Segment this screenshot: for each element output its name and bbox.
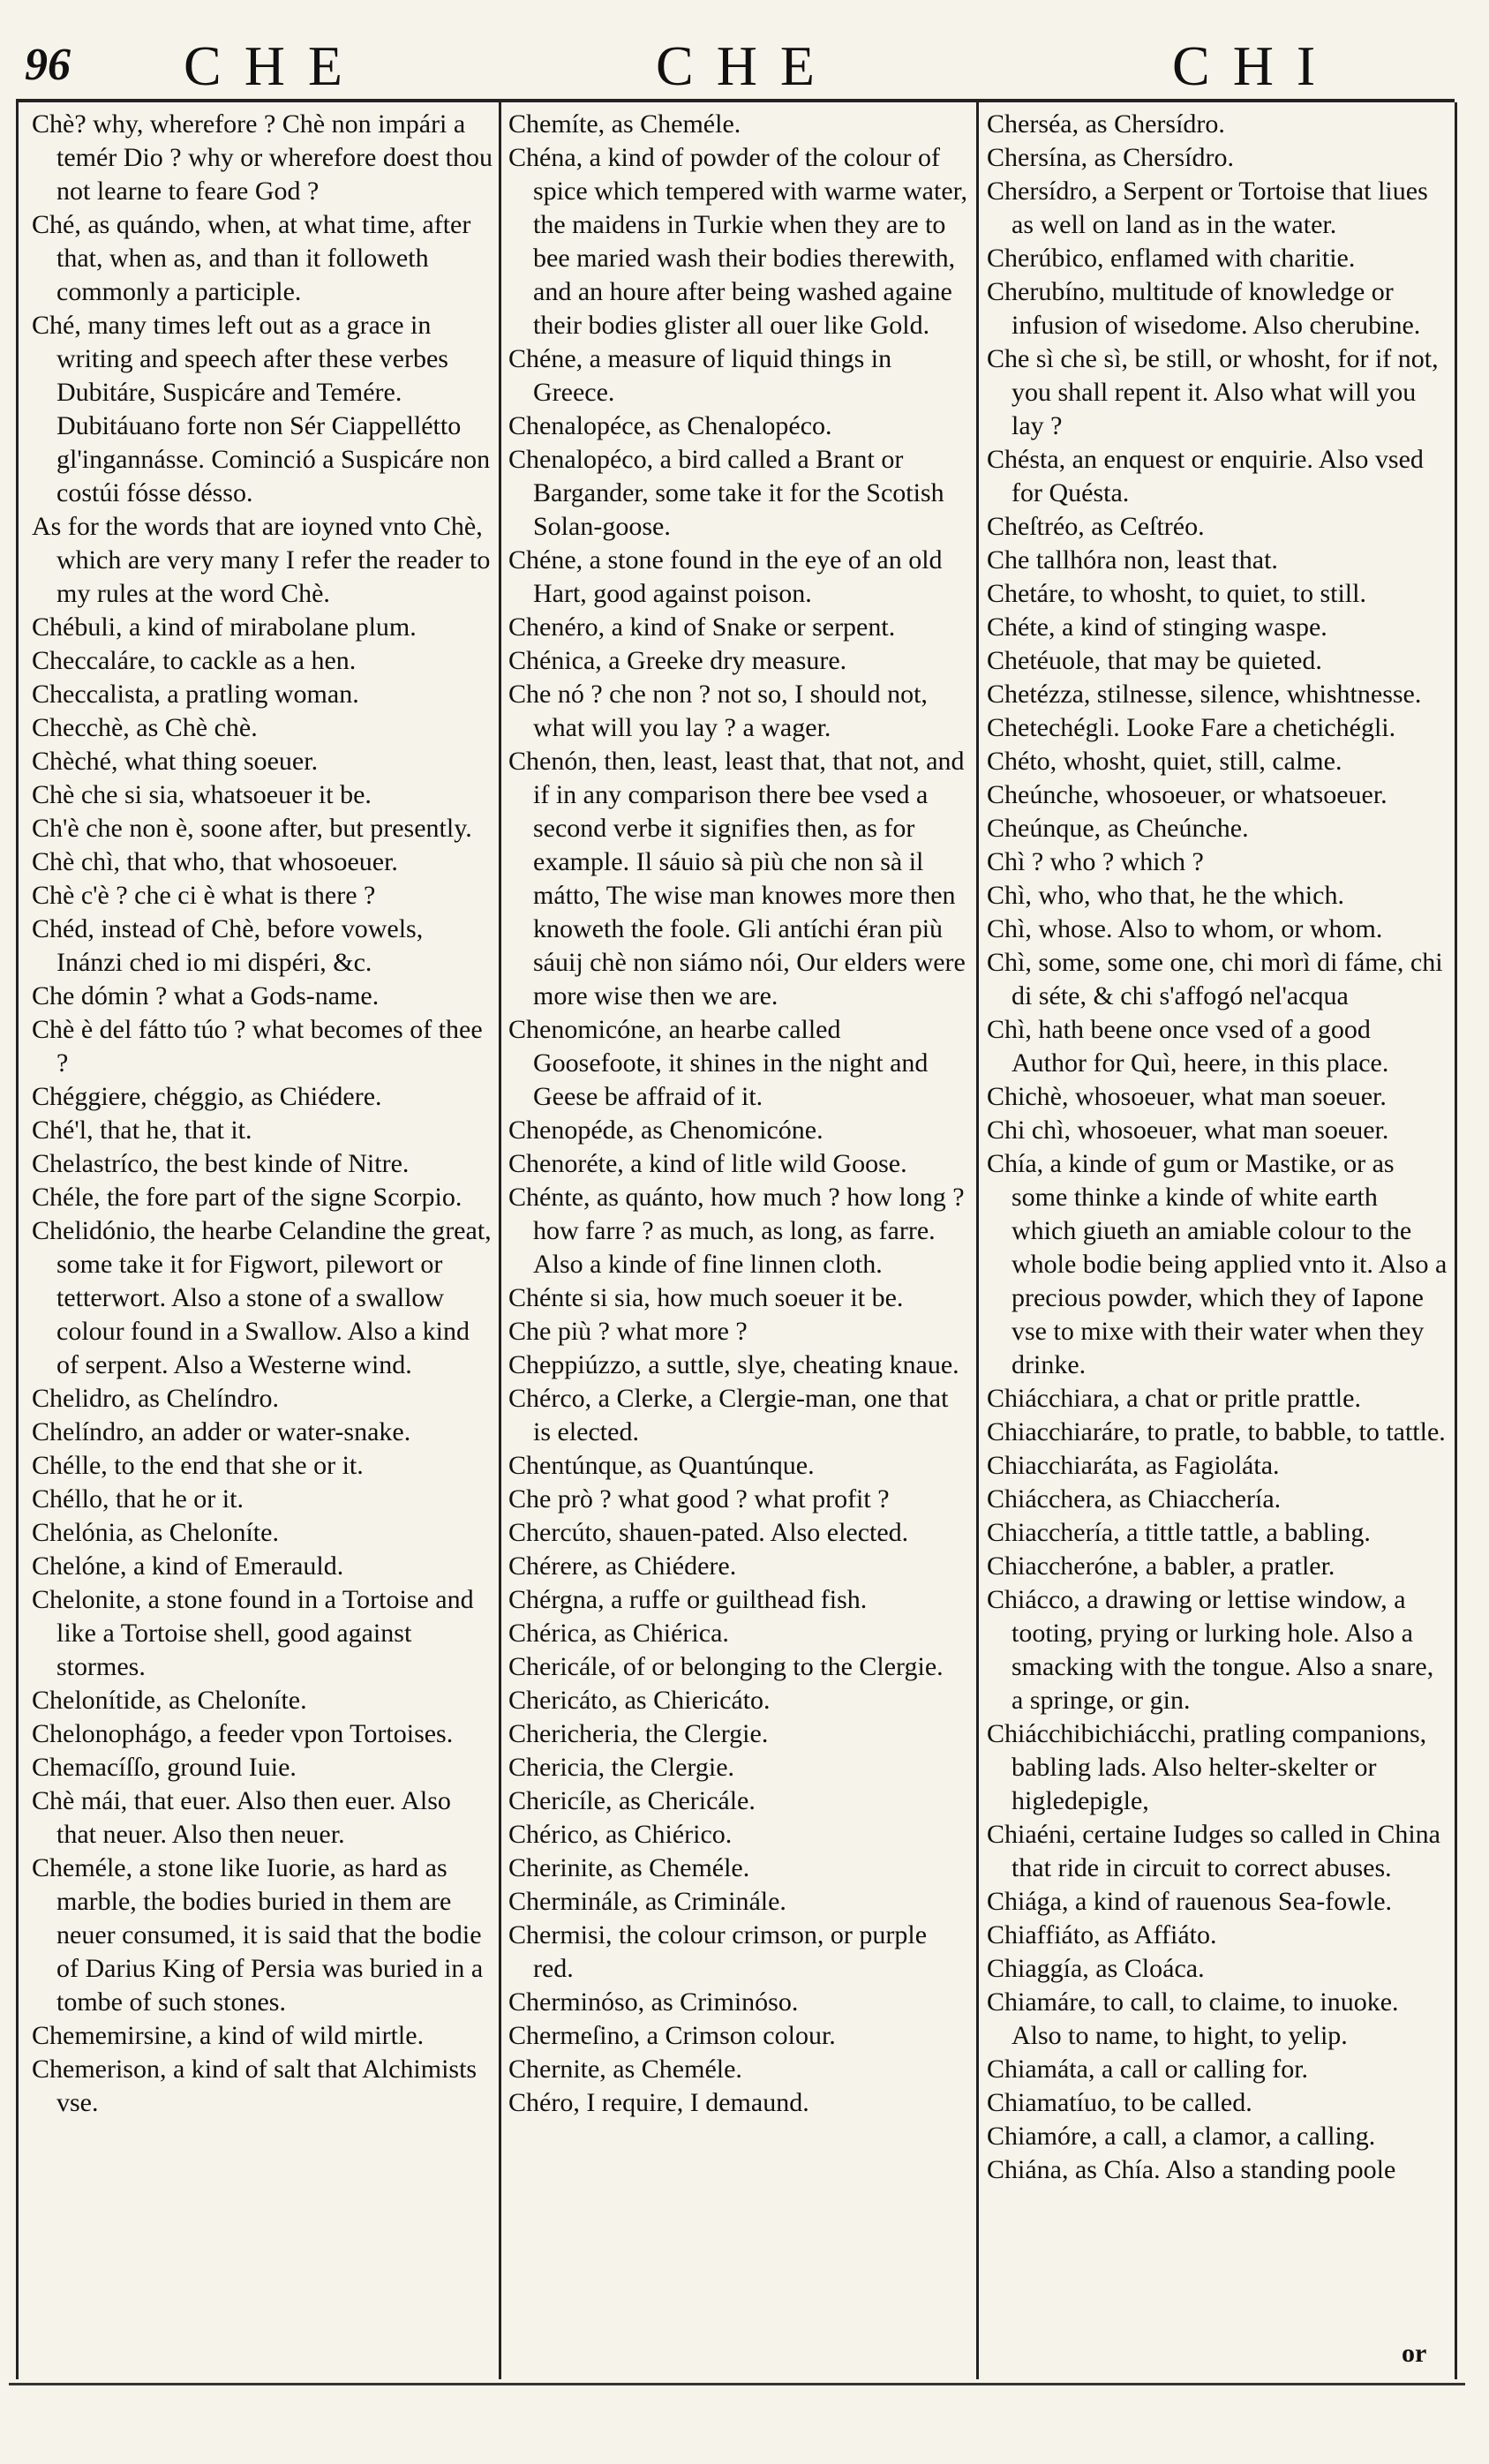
dictionary-entry: Cherubíno, multitude of knowledge or infusion of wisedome. Also cherubine. bbox=[987, 277, 1421, 340]
dictionary-entry: Chetéuole, that may be quieted. bbox=[987, 646, 1322, 675]
dictionary-entry: Chelóne, a kind of Emerauld. bbox=[32, 1551, 344, 1581]
dictionary-entry: Cheúnche, whosoeuer, or whatsoeuer. bbox=[987, 780, 1387, 809]
dictionary-entry: Chéne, a stone found in the eye of an old Hart, good against poison. bbox=[508, 545, 943, 608]
dictionary-entry: Checcalista, a pratling woman. bbox=[32, 680, 359, 709]
dictionary-entry: Chiaccheróne, a babler, a pratler. bbox=[987, 1551, 1335, 1581]
dictionary-entry: Chéro, I require, I demaund. bbox=[508, 2088, 809, 2117]
dictionary-entry: Chérica, as Chiérica. bbox=[508, 1619, 729, 1648]
dictionary-entry: Chénte, as quánto, how much ? how long ? how farre ? as much, as long, as farre. Also a kinde of fine linnen cloth. bbox=[508, 1183, 965, 1279]
dictionary-entry: Cheúnque, as Cheúnche. bbox=[987, 814, 1249, 843]
dictionary-entry: Che più ? what more ? bbox=[508, 1317, 748, 1346]
dictionary-entry: Chiácchera, as Chiacchería. bbox=[987, 1484, 1282, 1514]
catchword: or bbox=[1402, 2339, 1427, 2368]
dictionary-entry: Chéne, a measure of liquid things in Greece. bbox=[508, 344, 892, 407]
dictionary-entry: As for the words that are ioyned vnto Chè, which are very many I refer the reader to my rules at the word Chè. bbox=[32, 512, 491, 608]
dictionary-entry: Chemerison, a kind of salt that Alchimists vse. bbox=[32, 2055, 478, 2117]
column-divider bbox=[499, 102, 501, 2379]
dictionary-entry: Ché, many times left out as a grace in writing and speech after these verbes Dubitáre, Suspicáre and Temére. Dubitáuano forte non Sér Ciappellétto gl'ingannásse. Cominció a Suspicáre non costúi fósse désso. bbox=[32, 311, 491, 507]
dictionary-entry: Chenón, then, least, least that, that not, and if in any comparison there bee vsed a second verbe it signifies then, as for example. Il sáuio sà più che non sà il mátto, The wise man knowes more then knoweth the foole. Gli antíchi éran più sáuij chè non siámo nói, Our elders were more wise then we are. bbox=[508, 747, 966, 1010]
dictionary-entry: Ché, as quándo, when, at what time, after that, when as, and than it followeth commonly a participle. bbox=[32, 210, 471, 306]
dictionary-entry: Chiamáta, a call or calling for. bbox=[987, 2055, 1309, 2084]
dictionary-entry: Chericáto, as Chiericáto. bbox=[508, 1686, 771, 1715]
dictionary-entry: Chelonítide, as Cheloníte. bbox=[32, 1686, 307, 1715]
dictionary-entry: Chì, whose. Also to whom, or whom. bbox=[987, 914, 1383, 943]
dictionary-entry: Chercúto, shauen-pated. Also elected. bbox=[508, 1518, 909, 1547]
dictionary-entry: Chiacchería, a tittle tattle, a babling. bbox=[987, 1518, 1371, 1547]
dictionary-entry: Chèché, what thing soeuer. bbox=[32, 747, 319, 776]
dictionary-entry: Chè è del fátto túo ? what becomes of thee ? bbox=[32, 1015, 483, 1078]
dictionary-entry: Checchè, as Chè chè. bbox=[32, 713, 258, 742]
dictionary-entry: Chè? why, wherefore ? Chè non impári a temér Dio ? why or wherefore doest thou not learne to feare God ? bbox=[32, 109, 493, 206]
dictionary-entry: Chiamatíuo, to be called. bbox=[987, 2088, 1252, 2117]
dictionary-entry: Chè mái, that euer. Also then euer. Also that neuer. Also then neuer. bbox=[32, 1786, 451, 1849]
dictionary-entry: Chelonite, a stone found in a Tortoise and like a Tortoise shell, good against stormes. bbox=[32, 1585, 474, 1681]
dictionary-entry: Chéle, the fore part of the signe Scorpio. bbox=[32, 1183, 462, 1212]
footer-rule bbox=[9, 2383, 1465, 2385]
dictionary-entry: Chenomicóne, an hearbe called Goosefoote, it shines in the night and Geese be affraid of it. bbox=[508, 1015, 929, 1111]
dictionary-entry: Chénica, a Greeke dry measure. bbox=[508, 646, 847, 675]
dictionary-entry: Chichè, whosoeuer, what man soeuer. bbox=[987, 1082, 1387, 1111]
dictionary-entry: Cherminále, as Criminále. bbox=[508, 1887, 786, 1916]
page-header bbox=[16, 18, 1455, 101]
page-number: 96 bbox=[25, 40, 71, 90]
dictionary-entry: Chía, a kinde of gum or Mastike, or as some thinke a kinde of white earth which giueth an amiable colour to the whole bodie being applied vnto it. Also a precious powder, which they of Iapone vse to mixe with their water when they drinke. bbox=[987, 1149, 1448, 1379]
dictionary-entry: Chemíte, as Cheméle. bbox=[508, 109, 741, 139]
right-border bbox=[1455, 102, 1457, 2379]
dictionary-entry: Chéggiere, chéggio, as Chiédere. bbox=[32, 1082, 382, 1111]
dictionary-entry: Chiaggía, as Cloáca. bbox=[987, 1954, 1205, 1983]
dictionary-entry: Chébuli, a kind of mirabolane plum. bbox=[32, 612, 417, 642]
dictionary-entry: Chersína, as Chersídro. bbox=[987, 143, 1234, 172]
dictionary-entry: Chelonophágo, a feeder vpon Tortoises. bbox=[32, 1719, 454, 1748]
dictionary-entry: Chiamóre, a call, a clamor, a calling. bbox=[987, 2122, 1376, 2151]
dictionary-entry: Chelónia, as Cheloníte. bbox=[32, 1518, 279, 1547]
dictionary-entry: Cherúbico, enflamed with charitie. bbox=[987, 244, 1356, 273]
column-middle bbox=[503, 108, 975, 2376]
dictionary-entry: Chérere, as Chiédere. bbox=[508, 1551, 737, 1581]
dictionary-entry: Chéllo, that he or it. bbox=[32, 1484, 244, 1514]
column-left bbox=[26, 108, 499, 2376]
dictionary-entry: Chiácchibichiácchi, pratling companions, babling lads. Also helter-skelter or higledepigle, bbox=[987, 1719, 1427, 1815]
dictionary-entry: Chetézza, stilnesse, silence, whishtnesse. bbox=[987, 680, 1422, 709]
dictionary-entry: Chelidro, as Chelíndro. bbox=[32, 1384, 279, 1413]
dictionary-entry: Chericíle, as Chericále. bbox=[508, 1786, 756, 1815]
dictionary-entry: Chì, hath beene once vsed of a good Author for Quì, heere, in this place. bbox=[987, 1015, 1389, 1078]
dictionary-entry: Chésta, an enquest or enquirie. Also vsed for Quésta. bbox=[987, 445, 1424, 507]
header-rule bbox=[16, 99, 1455, 102]
guide-word-right: CHI bbox=[1172, 34, 1339, 97]
dictionary-entry: Chermeſino, a Crimson colour. bbox=[508, 2021, 836, 2050]
dictionary-entry: Chiamáre, to call, to claime, to inuoke. Also to name, to hight, to yelip. bbox=[987, 1987, 1399, 2050]
dictionary-entry: Chermisi, the colour crimson, or purple red. bbox=[508, 1920, 928, 1983]
dictionary-entry: Chiaéni, certaine Iudges so called in China that ride in circuit to correct abuses. bbox=[987, 1820, 1440, 1882]
dictionary-entry: Chiacchiaráta, as Fagioláta. bbox=[987, 1451, 1280, 1480]
dictionary-entry: Cheméle, a stone like Iuorie, as hard as marble, the bodies buried in them are neuer consumed, it is said that the bodie of Darius King of Persia was buried in a tombe of such stones. bbox=[32, 1853, 484, 2017]
dictionary-entry: Cherminóso, as Criminóso. bbox=[508, 1987, 799, 2017]
dictionary-entry: Chéto, whosht, quiet, still, calme. bbox=[987, 747, 1342, 776]
dictionary-entry: Cheppiúzzo, a suttle, slye, cheating knaue. bbox=[508, 1350, 959, 1379]
dictionary-entry: Chì, some, some one, chi morì di fáme, chi di séte, & chi s'affogó nel'acqua bbox=[987, 948, 1443, 1010]
dictionary-entry: Chéd, instead of Chè, before vowels, Inánzi ched io mi dispéri, &c. bbox=[32, 914, 424, 977]
dictionary-entry: Chericheria, the Clergie. bbox=[508, 1719, 769, 1748]
dictionary-entry: Chè chì, that who, that whosoeuer. bbox=[32, 847, 398, 876]
dictionary-entry: Chì ? who ? which ? bbox=[987, 847, 1204, 876]
dictionary-entry: Chelastríco, the best kinde of Nitre. bbox=[32, 1149, 410, 1178]
dictionary-entry: Cherséa, as Chersídro. bbox=[987, 109, 1225, 139]
dictionary-entry: Chenoréte, a kind of litle wild Goose. bbox=[508, 1149, 907, 1178]
dictionary-entry: Chérico, as Chiérico. bbox=[508, 1820, 733, 1849]
dictionary-entry: Che tallhóra non, least that. bbox=[987, 545, 1278, 575]
dictionary-entry: Che dómin ? what a Gods-name. bbox=[32, 981, 380, 1010]
dictionary-entry: Chenopéde, as Chenomicóne. bbox=[508, 1116, 823, 1145]
dictionary-entry: Chélle, to the end that she or it. bbox=[32, 1451, 364, 1480]
dictionary-entry: Chelidónio, the hearbe Celandine the great, some take it for Figwort, pilewort or tetterwort. Also a stone of a swallow colour found in a Swallow. Also a kind of serpent. Also a Westerne wind. bbox=[32, 1216, 492, 1379]
dictionary-entry: Chérgna, a ruffe or guilthead fish. bbox=[508, 1585, 868, 1614]
dictionary-entry: Chiága, a kind of rauenous Sea-fowle. bbox=[987, 1887, 1393, 1916]
dictionary-entry: Chericále, of or belonging to the Clergie. bbox=[508, 1652, 944, 1681]
guide-word-left: CHE bbox=[184, 34, 365, 97]
dictionary-entry: Chérco, a Clerke, a Clergie-man, one that is elected. bbox=[508, 1384, 949, 1446]
dictionary-entry: Chelíndro, an adder or water-snake. bbox=[32, 1417, 411, 1446]
dictionary-entry: Ch'è che non è, soone after, but presently. bbox=[32, 814, 472, 843]
dictionary-entry: Chetáre, to whosht, to quiet, to still. bbox=[987, 579, 1366, 608]
dictionary-entry: Ché'l, that he, that it. bbox=[32, 1116, 252, 1145]
guide-word-middle: CHE bbox=[656, 34, 838, 97]
dictionary-entry: Cherinite, as Cheméle. bbox=[508, 1853, 750, 1882]
dictionary-entry: Chentúnque, as Quantúnque. bbox=[508, 1451, 815, 1480]
dictionary-entry: Che prò ? what good ? what profit ? bbox=[508, 1484, 890, 1514]
dictionary-entry: Chè che si sia, whatsoeuer it be. bbox=[32, 780, 372, 809]
dictionary-entry: Chiácchiara, a chat or pritle prattle. bbox=[987, 1384, 1361, 1413]
column-divider bbox=[976, 102, 979, 2379]
dictionary-entry: Chénte si sia, how much soeuer it be. bbox=[508, 1283, 904, 1312]
dictionary-entry: Chericia, the Clergie. bbox=[508, 1753, 735, 1782]
column-right bbox=[981, 108, 1454, 2376]
dictionary-entry: Chetechégli. Looke Fare a chetichégli. bbox=[987, 713, 1396, 742]
dictionary-entry: Chenalopéco, a bird called a Brant or Bargander, some take it for the Scotish Solan-goose. bbox=[508, 445, 944, 541]
left-border bbox=[16, 102, 19, 2379]
dictionary-entry: Chiacchiaráre, to pratle, to babble, to tattle. bbox=[987, 1417, 1446, 1446]
dictionary-entry: Chernite, as Cheméle. bbox=[508, 2055, 742, 2084]
dictionary-entry: Chememirsine, a kind of wild mirtle. bbox=[32, 2021, 425, 2050]
dictionary-entry: Che nó ? che non ? not so, I should not, what will you lay ? a wager. bbox=[508, 680, 928, 742]
dictionary-entry: Chiácco, a drawing or lettise window, a tooting, prying or lurking hole. Also a smacking with the tongue. Also a snare, a springe, or gin. bbox=[987, 1585, 1434, 1715]
dictionary-entry: Chenalopéce, as Chenalopéco. bbox=[508, 411, 832, 440]
dictionary-entry: Cheſtréo, as Ceſtréo. bbox=[987, 512, 1205, 541]
dictionary-entry: Chéte, a kind of stinging waspe. bbox=[987, 612, 1327, 642]
dictionary-entry: Checcaláre, to cackle as a hen. bbox=[32, 646, 357, 675]
dictionary-entry: Chi chì, whosoeuer, what man soeuer. bbox=[987, 1116, 1389, 1145]
dictionary-entry: Chì, who, who that, he the which. bbox=[987, 881, 1344, 910]
dictionary-entry: Chenéro, a kind of Snake or serpent. bbox=[508, 612, 896, 642]
dictionary-entry: Chiaffiáto, as Affiáto. bbox=[987, 1920, 1217, 1949]
dictionary-entry: Chè c'è ? che ci è what is there ? bbox=[32, 881, 376, 910]
dictionary-entry: Chiána, as Chía. Also a standing poole bbox=[987, 2155, 1396, 2184]
dictionary-entry: Chersídro, a Serpent or Tortoise that liues as well on land as in the water. bbox=[987, 177, 1428, 239]
dictionary-entry: Chemacíſſo, ground Iuie. bbox=[32, 1753, 297, 1782]
dictionary-entry: Chéna, a kind of powder of the colour of spice which tempered with warme water, the maidens in Turkie when they are to bee maried wash their bodies therewith, and an houre after being washed againe their bodies glister all ouer like Gold. bbox=[508, 143, 967, 340]
dictionary-entry: Che sì che sì, be still, or whosht, for if not, you shall repent it. Also what will you lay ? bbox=[987, 344, 1439, 440]
